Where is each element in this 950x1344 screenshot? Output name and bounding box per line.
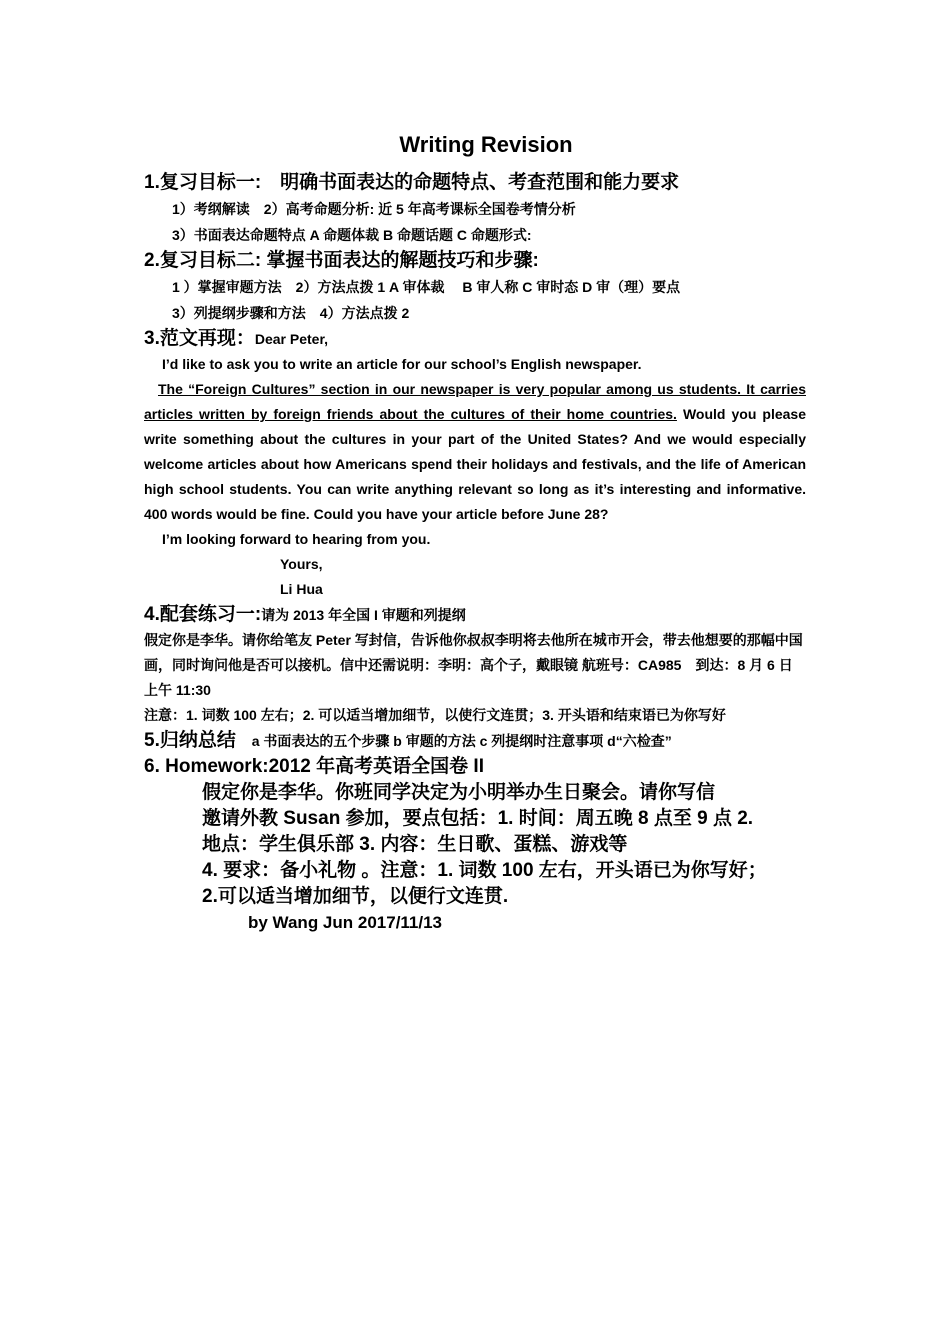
author-line: by Wang Jun 2017/11/13 [248,913,443,932]
letter-paragraph-2 [144,377,806,527]
document-body [144,130,806,936]
letter-salutation: Dear Peter, [254,331,329,347]
section2-line1: 1 ）掌握审题方法 2）方法点拨 1 A 审体裁 B 审人称 C 审时态 D 审（理）要点 [172,279,681,295]
letter-underlined-text: The “Foreign Cultures” section in our newspaper is very popular among us students. It carries articles written by foreign friends about the cultures of their home countries. [144,381,806,422]
homework-line-5: 2.可以适当增加细节，以便行文连贯. [202,886,509,907]
homework-line-4: 4. 要求：备小礼物 。注意：1. 词数 100 左右，开头语已为你写好； [202,860,767,881]
section5-heading-row [144,728,806,754]
section4-heading-row [144,602,806,628]
letter-paragraph-2-rest: Would you please write something about the cultures in your part of the United States? And we would especially welcome articles about how Americans spend their holidays and festivals, and the life of American high school students. You can write anything relevant so long as it’s interesting and informative. 400 words would be fine. Could you have your article before June 28? [144,406,806,522]
letter-closing: Yours, [280,556,323,572]
section3-heading-row [144,326,806,352]
section4-heading-note: 请为 2013 年全国 I 审题和列提纲 [261,607,466,623]
letter-signature: Li Hua [280,581,323,597]
homework-line-1: 假定你是李华。你班同学决定为小明举办生日聚会。请你写信 [202,782,716,803]
homework-line-3: 地点：学生俱乐部 3. 内容：生日歌、蛋糕、游戏等 [202,834,628,855]
section1-heading: 1.复习目标一: 明确书面表达的命题特点、考查范围和能力要求 [144,172,680,193]
section4-heading: 4.配套练习一: [144,604,262,625]
section2-line2: 3）列提纲步骤和方法 4）方法点拨 2 [172,305,410,321]
section3-heading: 3.范文再现： [144,328,255,349]
section4-body: 假定你是李华。请你给笔友 Peter 写封信，告诉他你叔叔李明将去他所在城市开会，带去他想要的那幅中国画，同时询问他是否可以接机。信中还需说明：李明：高个子，戴眼镜 航班号：CA985 到达：8 月 6 日上午 11:30 [144,632,803,698]
section4-note: 注意：1. 词数 100 左右；2. 可以适当增加细节，以使行文连贯；3. 开头语和结束语已为你写好 [144,707,726,723]
homework-body [144,780,822,910]
section6-heading: 6. Homework:2012 年高考英语全国卷 II [144,756,484,777]
document-title: Writing Revision [399,132,573,157]
homework-line-2: 邀请外教 Susan 参加，要点包括：1. 时间：周五晚 8 点至 9 点 2. [202,808,754,829]
letter-paragraph-3: I’m looking forward to hearing from you. [162,531,431,547]
letter-paragraph-1: I’d like to ask you to write an article for our school’s English newspaper. [162,356,642,372]
section1-line1: 1）考纲解读 2）高考命题分析: 近 5 年高考课标全国卷考情分析 [172,201,576,217]
section1-line2: 3）书面表达命题特点 A 命题体裁 B 命题话题 C 命题形式: [172,227,532,243]
section2-heading: 2.复习目标二: 掌握书面表达的解题技巧和步骤: [144,250,539,271]
section5-heading: 5.归纳总结 [144,730,236,751]
section5-note: a 书面表达的五个步骤 b 审题的方法 c 列提纲时注意事项 d“六检查” [251,733,672,749]
